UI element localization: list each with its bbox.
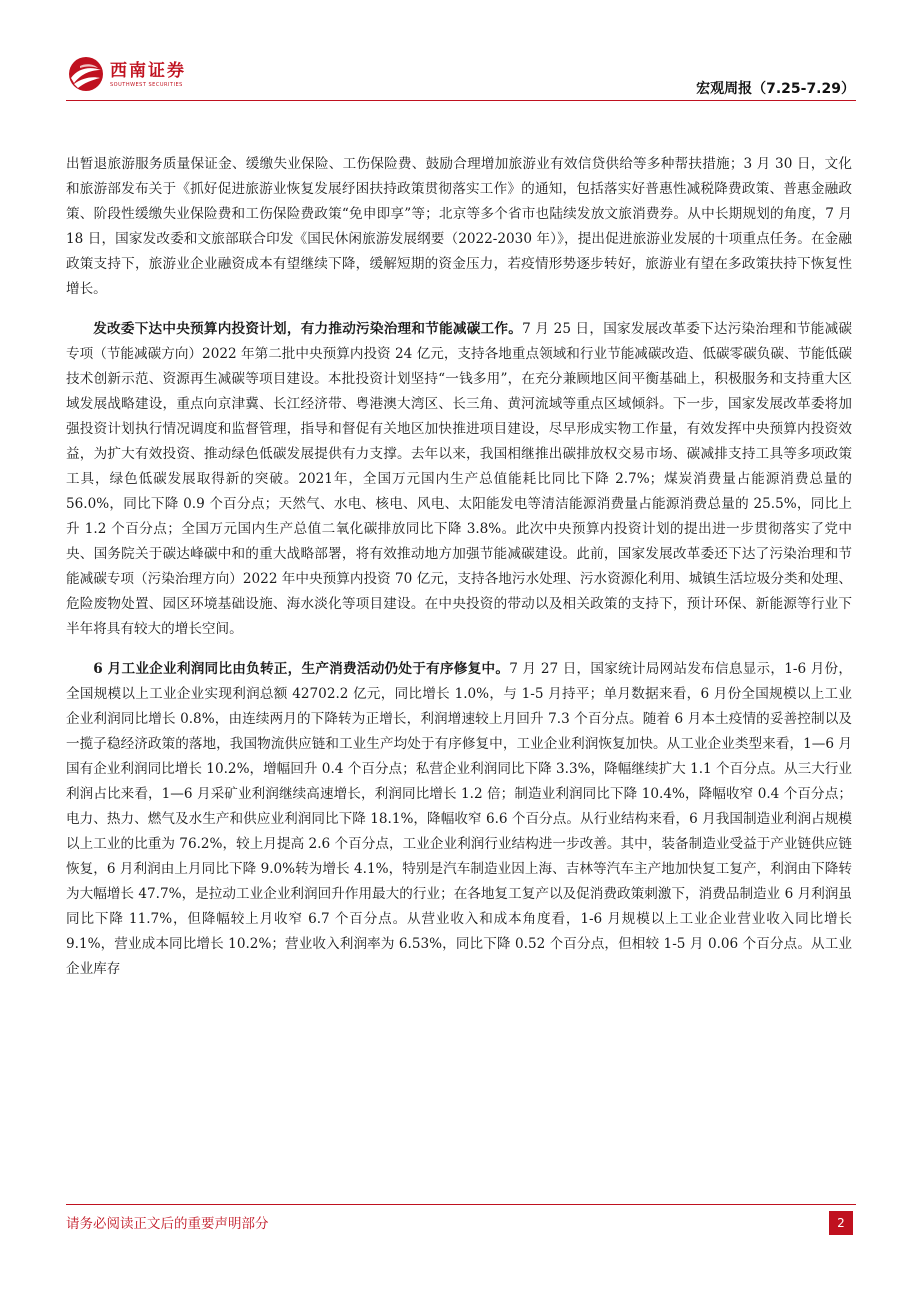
page-header <box>0 0 920 104</box>
page-number: 2 <box>829 1211 853 1235</box>
footer-divider <box>66 1204 856 1205</box>
logo-emblem-icon <box>68 56 104 92</box>
paragraph-lead: 6 月工业企业利润同比由负转正，生产消费活动仍处于有序修复中。 <box>93 661 510 677</box>
paragraph-lead: 发改委下达中央预算内投资计划，有力推动污染治理和节能减碳工作。 <box>93 321 523 337</box>
paragraph-investment-plan <box>66 317 852 642</box>
paragraph-body: 出暂退旅游服务质量保证金、缓缴失业保险、工伤保险费、鼓励合理增加旅游业有效信贷供给等多种帮扶措施；3 月 30 日，文化和旅游部发布关于《抓好促进旅游业恢复发展纾困扶持政策贯彻落实工作》的通知，包括落实好普惠性减税降费政策、普惠金融政策、阶段性缓缴失业保险费和工伤保险费政策“免申即享”等；北京等多个省市也陆续发放文旅消费券。从中长期规划的角度，7 月 18 日，国家发改委和文旅部联合印发《国民休闲旅游发展纲要（2022-2030 年）》，提出促进旅游业发展的十项重点任务。在金融政策支持下，旅游业企业融资成本有望继续下降，缓解短期的资金压力，若疫情形势逐步转好，旅游业有望在多政策扶持下恢复性增长。 <box>66 156 852 297</box>
logo-chinese-name: 西南证券 <box>110 60 186 81</box>
article-body <box>66 152 852 997</box>
paragraph-tourism <box>66 152 852 302</box>
report-title: 宏观周报（7.25-7.29） <box>696 81 855 97</box>
paragraph-body: 7 月 27 日，国家统计局网站发布信息显示，1-6 月份，全国规模以上工业企业实现利润总额 42702.2 亿元，同比增长 1.0%，与 1-5 月持平；单月数据来看，6 月份全国规模以上工业企业利润同比增长 0.8%，由连续两月的下降转为正增长，利润增速较上月回升 7.3 个百分点。随着 6 月本土疫情的妥善控制以及一揽子稳经济政策的落地，我国物流供应链和工业生产均处于有序修复中，工业企业利润恢复加快。从工业企业类型来看，1—6 月国有企业利润同比增长 10.2%，增幅回升 0.4 个百分点；私营企业利润同比下降 3.3%，降幅继续扩大 1.1 个百分点。从三大行业利润占比来看，1—6 月采矿业利润继续高速增长，利润同比增长 1.2 倍；制造业利润同比下降 10.4%，降幅收窄 0.4 个百分点；电力、热力、燃气及水生产和供应业利润同比下降 18.1%，降幅收窄 6.6 个百分点。从行业结构来看，6 月我国制造业利润占规模以上工业的比重为 76.2%，较上月提高 2.6 个百分点，工业企业利润行业结构进一步改善。其中，装备制造业受益于产业链供应链恢复，6 月利润由上月同比下降 9.0%转为增长 4.1%，特别是汽车制造业因上海、吉林等汽车主产地加快复工复产，利润由下降转为大幅增长 47.7%，是拉动工业企业利润回升作用最大的行业；在各地复工复产以及促消费政策刺激下，消费品制造业 6 月利润虽同比下降 11.7%，但降幅较上月收窄 6.7 个百分点。从营业收入和成本角度看，1-6 月规模以上工业企业营业收入同比增长 9.1%，营业成本同比增长 10.2%；营业收入利润率为 6.53%，同比下降 0.52 个百分点，但相较 1-5 月 0.06 个百分点。从工业企业库存 <box>66 661 852 977</box>
disclaimer-text: 请务必阅读正文后的重要声明部分 <box>66 1216 269 1232</box>
logo-english-name: SOUTHWEST SECURITIES <box>110 81 183 88</box>
company-logo <box>68 56 186 92</box>
paragraph-industrial-profits <box>66 657 852 982</box>
header-divider <box>66 100 856 101</box>
paragraph-body: 7 月 25 日，国家发展改革委下达污染治理和节能减碳专项（节能减碳方向）2022 年第二批中央预算内投资 24 亿元，支持各地重点领域和行业节能减碳改造、低碳零碳负碳、节能低碳技术创新示范、资源再生减碳等项目建设。本批投资计划坚持“一钱多用”，在充分兼顾地区间平衡基础上，积极服务和支持重大区域发展战略建设，重点向京津冀、长江经济带、粤港澳大湾区、长三角、黄河流域等重点区域倾斜。下一步，国家发展改革委将加强投资计划执行情况调度和监督管理，指导和督促有关地区加快推进项目建设，尽早形成实物工作量，有效发挥中央预算内投资效益，为扩大有效投资、推动绿色低碳发展提供有力支撑。去年以来，我国相继推出碳排放权交易市场、碳减排支持工具等多项政策工具，绿色低碳发展取得新的突破。2021年，全国万元国内生产总值能耗比同比下降 2.7%；煤炭消费量占能源消费总量的 56.0%，同比下降 0.9 个百分点；天然气、水电、核电、风电、太阳能发电等清洁能源消费量占能源消费总量的 25.5%，同比上升 1.2 个百分点；全国万元国内生产总值二氧化碳排放同比下降 3.8%。此次中央预算内投资计划的提出进一步贯彻落实了党中央、国务院关于碳达峰碳中和的重大战略部署，将有效推动地方加强节能减碳建设。此前，国家发展改革委还下达了污染治理和节能减碳专项（污染治理方向）2022 年中央预算内投资 70 亿元，支持各地污水处理、污水资源化利用、城镇生活垃圾分类和处理、危险废物处置、园区环境基础设施、海水淡化等项目建设。在中央投资的带动以及相关政策的支持下，预计环保、新能源等行业下半年将具有较大的增长空间。 <box>66 321 852 637</box>
